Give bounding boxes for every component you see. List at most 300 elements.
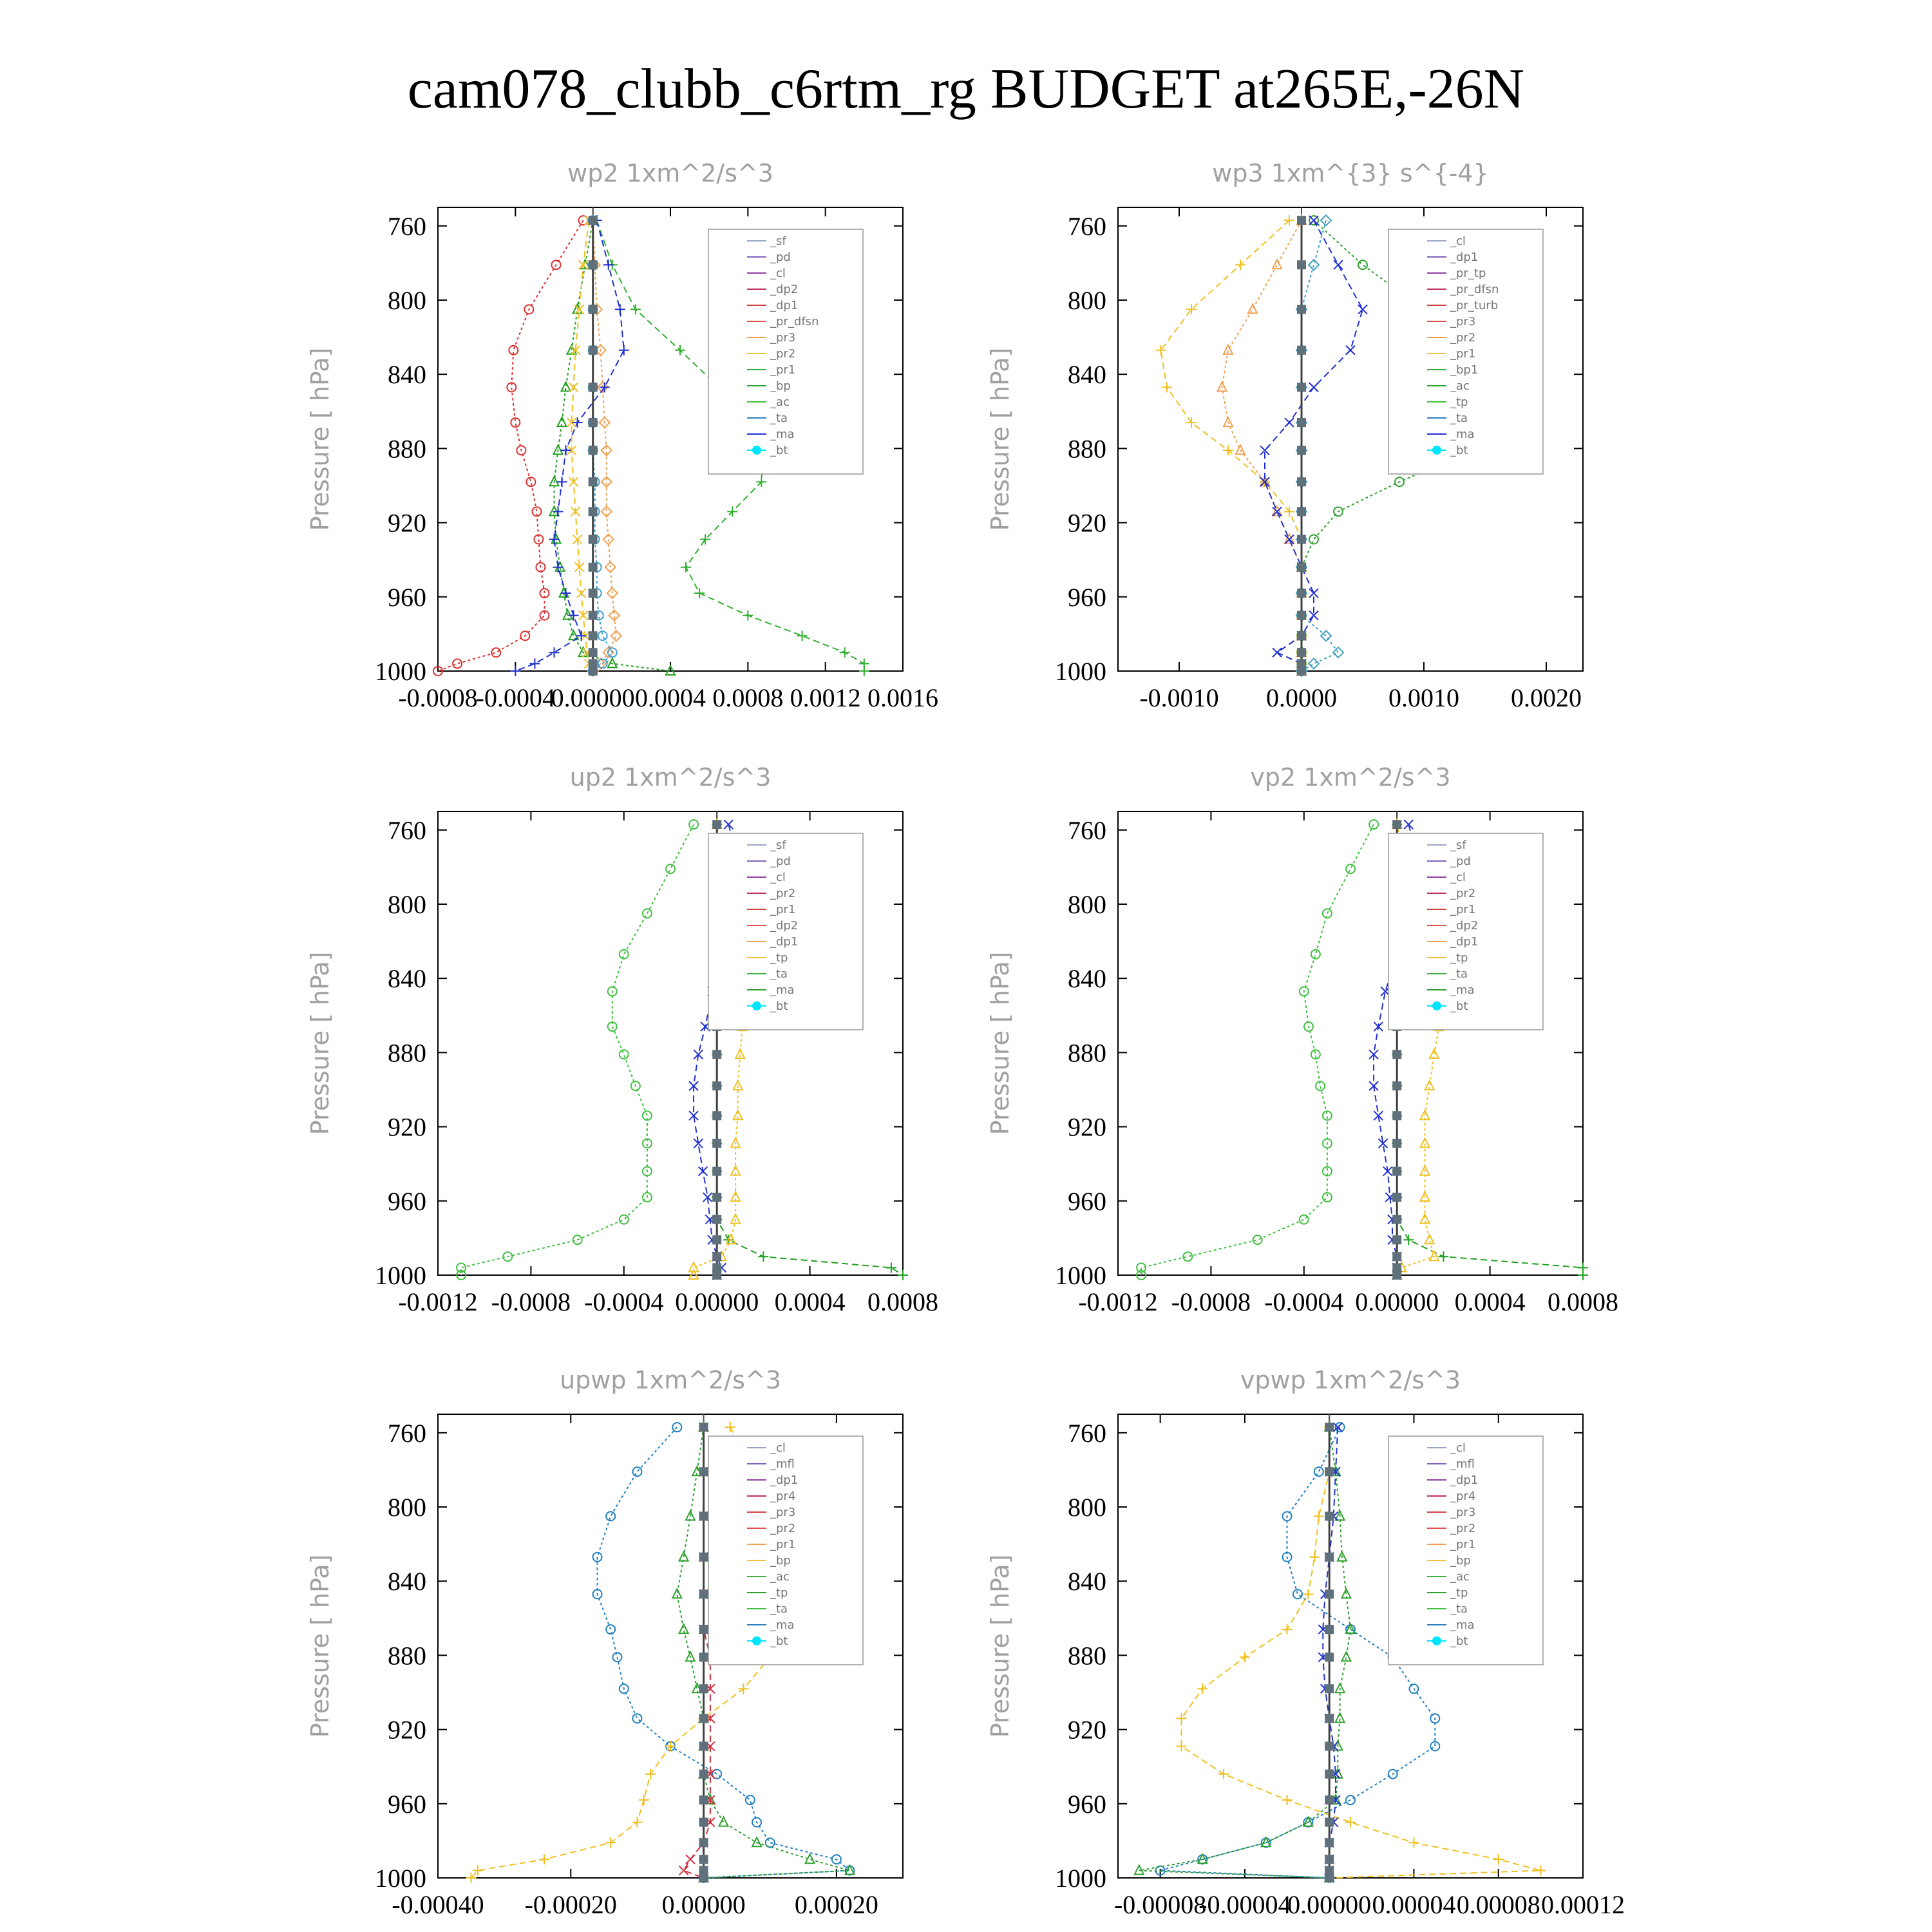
series-point (1392, 1271, 1401, 1280)
y-tick-label: 1000 (1055, 657, 1106, 686)
legend-label: _pd (770, 855, 791, 868)
y-axis-label: Pressure [ hPa] (986, 951, 1014, 1135)
series-point (1325, 1625, 1334, 1634)
series-point (620, 1050, 629, 1059)
legend-label: _pr2 (1450, 331, 1476, 345)
series-point (1309, 1552, 1320, 1562)
x-tick-label: -0.00020 (524, 1890, 617, 1919)
series-point (886, 1262, 896, 1273)
series-point (699, 1855, 708, 1864)
legend-label: _dp1 (1450, 251, 1479, 264)
y-tick-label: 800 (388, 890, 426, 919)
series-point (1297, 648, 1306, 657)
series-point (699, 1684, 708, 1693)
series-point (1325, 1838, 1334, 1847)
series-point (1392, 1050, 1401, 1059)
series-point (589, 648, 598, 657)
series-point (1403, 1235, 1414, 1245)
legend-label: _pr4 (1450, 1490, 1476, 1503)
legend-marker (752, 1001, 761, 1010)
series-point (1578, 1270, 1588, 1280)
series-point (1404, 820, 1413, 829)
series-point (632, 1714, 641, 1723)
series-point (1321, 630, 1331, 641)
series-point (1325, 1553, 1334, 1562)
series-point (712, 1167, 721, 1176)
series-point (840, 647, 850, 658)
series-point (746, 1795, 755, 1804)
y-axis-label: Pressure [ hPa] (986, 347, 1014, 531)
series-point (529, 658, 540, 668)
legend-label: _dp1 (1450, 935, 1479, 949)
series-line (1302, 220, 1338, 671)
legend-label: _pr2 (1450, 887, 1476, 900)
legend-label: _ac (770, 1570, 790, 1584)
y-tick-label: 1000 (1055, 1261, 1106, 1290)
legend-label: _pr_tp (1450, 267, 1486, 280)
y-tick-label: 920 (1068, 1112, 1106, 1142)
series-point (549, 647, 560, 658)
series-point (712, 1050, 721, 1059)
series-point (725, 1422, 735, 1432)
legend-label: _dp1 (1450, 1473, 1479, 1487)
series-point (699, 1653, 708, 1662)
series-point (1358, 305, 1367, 314)
legend-label: _tp (770, 951, 788, 965)
series-point (1408, 1837, 1419, 1848)
series-point (605, 1837, 616, 1848)
y-tick-label: 840 (388, 1567, 426, 1596)
legend-label: _pr1 (1450, 1538, 1476, 1551)
x-tick-label: -0.0004 (1264, 1287, 1344, 1316)
series-point (743, 611, 753, 621)
series-point (1493, 1854, 1504, 1864)
legend-label: _bp (770, 379, 791, 393)
y-tick-label: 840 (388, 964, 426, 994)
legend (708, 229, 863, 474)
series-point (1425, 1235, 1434, 1244)
x-tick-label: 0.00000 (1287, 1890, 1372, 1919)
x-tick-label: 0.0016 (867, 683, 938, 712)
series-point (1297, 507, 1306, 516)
series-point (712, 1271, 721, 1280)
legend-label: _dp1 (770, 935, 799, 949)
series-point (1309, 383, 1318, 392)
series-point (1273, 648, 1282, 657)
legend-label: _ma (770, 428, 795, 441)
series-point (712, 1252, 721, 1261)
x-tick-label: -0.0012 (398, 1287, 478, 1316)
series-point (589, 631, 598, 640)
series-point (1314, 1467, 1323, 1476)
x-tick-label: 0.00000 (551, 683, 635, 712)
series-point (1297, 563, 1306, 572)
series-point (1282, 1795, 1293, 1805)
x-tick-label: 0.00000 (1355, 1287, 1439, 1316)
series-point (686, 1855, 695, 1864)
legend-label: _cl (1450, 1441, 1466, 1455)
series-point (589, 589, 598, 598)
legend-label: _pr_turb (1450, 299, 1499, 312)
series-point (1325, 1742, 1334, 1751)
series-point (589, 477, 598, 486)
x-tick-label: 0.0012 (790, 683, 861, 712)
series-point (1336, 1423, 1345, 1432)
legend-label: _bt (770, 1634, 788, 1648)
series-point (1297, 305, 1306, 314)
series-point (1309, 535, 1318, 544)
series-point (1346, 864, 1355, 873)
x-tick-label: 0.00000 (661, 1890, 746, 1919)
series-point (1248, 304, 1257, 313)
series-point (699, 1742, 708, 1751)
legend-label: _dp2 (770, 919, 799, 933)
y-tick-label: 880 (388, 1038, 426, 1068)
series-point (712, 1215, 721, 1224)
y-tick-label: 880 (388, 1641, 426, 1671)
panel-2 (986, 159, 1583, 712)
y-tick-label: 920 (1068, 508, 1106, 538)
legend-label: _pr4 (770, 1490, 796, 1503)
x-tick-label: 0.0000 (1266, 683, 1337, 712)
panel-3 (306, 763, 938, 1316)
series-point (1156, 345, 1166, 355)
legend-label: _cl (770, 267, 786, 280)
series-point (1297, 383, 1306, 392)
y-tick-label: 960 (1068, 1186, 1106, 1216)
series-point (1392, 1111, 1401, 1120)
series-point (712, 1111, 721, 1120)
series-point (491, 648, 500, 657)
series-point (758, 1251, 768, 1262)
legend-label: _pr1 (770, 363, 796, 377)
series-point (1325, 1714, 1334, 1723)
x-tick-label: 0.00012 (1541, 1890, 1625, 1919)
x-tick-label: -0.0004 (475, 683, 555, 712)
y-tick-label: 960 (388, 582, 426, 612)
legend-label: _pr_dfsn (770, 315, 819, 328)
legend (1388, 1436, 1543, 1665)
y-tick-label: 800 (1068, 890, 1106, 919)
series-point (619, 345, 629, 355)
y-tick-label: 1000 (1055, 1864, 1106, 1893)
y-axis-label: Pressure [ hPa] (986, 1554, 1014, 1738)
series-point (1293, 1589, 1302, 1598)
legend-label: _pr3 (1450, 1506, 1476, 1519)
legend-label: _pr3 (1450, 315, 1476, 328)
series-point (1218, 1769, 1229, 1779)
legend-marker (752, 1636, 761, 1645)
series-point (1282, 1624, 1293, 1634)
x-tick-label: 0.00008 (1456, 1890, 1540, 1919)
legend-label: _tp (770, 1586, 788, 1600)
y-tick-label: 800 (1068, 286, 1106, 315)
series-point (1535, 1865, 1546, 1875)
y-tick-label: 840 (388, 360, 426, 390)
x-tick-label: -0.0008 (1171, 1287, 1251, 1316)
series-point (1358, 260, 1367, 269)
series-line (1222, 220, 1302, 671)
legend-label: _sf (1450, 838, 1466, 852)
series-point (1392, 1081, 1401, 1090)
legend-label: _ma (1450, 428, 1475, 441)
legend-label: _cl (1450, 234, 1466, 248)
series-point (1297, 535, 1306, 544)
x-tick-label: 0.0004 (635, 683, 706, 712)
series-point (1311, 950, 1320, 959)
legend-label: _sf (770, 838, 786, 852)
legend-marker (1432, 1636, 1441, 1645)
legend (708, 1436, 863, 1665)
series-line (438, 220, 583, 671)
series-point (1325, 1855, 1334, 1864)
series-point (1345, 1817, 1356, 1828)
series-point (1297, 611, 1306, 620)
series-point (1325, 1770, 1334, 1779)
panel-1 (306, 159, 938, 712)
legend-label: _tp (1450, 395, 1468, 409)
legend-label: _pr1 (1450, 903, 1476, 916)
y-tick-label: 760 (1068, 1418, 1106, 1448)
x-tick-label: 0.00000 (675, 1287, 759, 1316)
series-point (1176, 1741, 1186, 1752)
series-point (589, 216, 598, 225)
series-point (1309, 658, 1319, 668)
x-tick-label: -0.0004 (584, 1287, 664, 1316)
legend-label: _ma (1450, 1618, 1475, 1632)
series-point (727, 506, 737, 516)
series-point (724, 820, 733, 829)
series-point (1325, 1795, 1334, 1804)
y-tick-label: 1000 (375, 1864, 426, 1893)
legend-label: _ac (770, 395, 790, 409)
series-point (712, 1193, 721, 1202)
y-tick-label: 960 (1068, 1789, 1106, 1819)
series-point (797, 630, 808, 641)
series-point (694, 588, 705, 598)
series-point (1240, 1652, 1250, 1662)
legend-label: _tp (1450, 1586, 1468, 1600)
series-point (712, 1235, 721, 1244)
legend-label: _bp (1450, 1554, 1471, 1567)
series-point (589, 446, 598, 455)
series-point (1297, 446, 1306, 455)
series-point (1303, 1589, 1313, 1599)
legend-label: _pr1 (1450, 347, 1476, 361)
y-tick-label: 880 (1068, 1641, 1106, 1671)
series-point (639, 1795, 649, 1805)
series-point (712, 1139, 721, 1148)
y-tick-label: 960 (388, 1789, 426, 1819)
x-tick-label: 0.0020 (1511, 683, 1582, 712)
legend-label: _ta (770, 1602, 788, 1616)
legend-label: _pd (1450, 855, 1471, 868)
legend-label: _ta (1450, 967, 1468, 981)
series-point (1162, 382, 1172, 392)
legend-label: _bt (770, 999, 788, 1013)
series-point (573, 417, 583, 428)
y-tick-label: 800 (1068, 1493, 1106, 1522)
series-line (461, 824, 694, 1275)
series-point (593, 1553, 602, 1562)
y-tick-label: 920 (388, 1112, 426, 1142)
series-point (1309, 260, 1319, 270)
series-point (1325, 1511, 1334, 1520)
legend-label: _bt (1450, 444, 1468, 457)
series-point (1300, 1215, 1309, 1224)
series-point (1297, 589, 1306, 598)
legend-label: _bp1 (1450, 363, 1479, 377)
series-line (593, 220, 616, 671)
series-point (1309, 589, 1318, 598)
legend-label: _mfl (770, 1457, 795, 1471)
series-point (589, 563, 598, 572)
series-point (1325, 1818, 1334, 1827)
series-point (672, 1423, 681, 1432)
series-point (539, 1854, 549, 1864)
series-point (1325, 1873, 1334, 1882)
legend-label: _pr1 (770, 903, 796, 916)
legend-label: _cl (770, 871, 786, 884)
series-point (699, 1467, 708, 1476)
y-tick-label: 840 (1068, 360, 1106, 390)
series-point (1236, 445, 1245, 454)
series-point (1392, 1139, 1401, 1148)
series-point (1392, 1167, 1401, 1176)
y-tick-label: 800 (388, 1493, 426, 1522)
series-point (1438, 1251, 1448, 1262)
panel-title: wp2 1xm^2/s^3 (567, 159, 773, 187)
series-point (589, 418, 598, 427)
legend-label: _pr2 (770, 887, 796, 900)
x-tick-label: 0.00004 (1372, 1890, 1456, 1919)
x-tick-label: 0.0008 (1548, 1287, 1618, 1316)
series-point (699, 1838, 708, 1847)
y-tick-label: 840 (1068, 964, 1106, 994)
series-point (1430, 1742, 1439, 1751)
panel-title: up2 1xm^2/s^3 (569, 763, 772, 791)
legend-label: _dp2 (1450, 919, 1479, 933)
legend-label: _ac (1450, 379, 1470, 393)
series-point (859, 666, 869, 676)
y-tick-label: 840 (1068, 1567, 1106, 1596)
series-point (1253, 1235, 1262, 1244)
x-tick-label: -0.0008 (398, 683, 478, 712)
series-point (645, 1769, 656, 1779)
legend-label: _dp1 (770, 1473, 799, 1487)
series-point (453, 659, 462, 668)
series-point (1321, 215, 1331, 225)
x-tick-label: 0.0008 (712, 683, 784, 712)
legend-label: _cl (770, 1441, 786, 1455)
series-point (1325, 1423, 1334, 1432)
y-tick-label: 760 (1068, 211, 1106, 241)
series-point (589, 611, 598, 620)
series-point (1325, 1653, 1334, 1662)
series-point (1297, 418, 1306, 427)
series-point (1369, 820, 1378, 829)
panel-5 (306, 1366, 903, 1919)
y-tick-label: 920 (388, 508, 426, 538)
y-tick-label: 960 (388, 1186, 426, 1216)
series-point (681, 562, 691, 573)
series-point (589, 260, 598, 269)
legend-label: _ac (1450, 1570, 1470, 1584)
y-axis-label: Pressure [ hPa] (306, 347, 334, 531)
series-point (1297, 260, 1306, 269)
legend (1388, 229, 1543, 474)
legend-label: _ta (1450, 412, 1468, 425)
legend-label: _mfl (1450, 1457, 1475, 1471)
legend-label: _tp (1450, 951, 1468, 965)
series-point (1273, 260, 1282, 269)
series-point (1235, 260, 1245, 270)
series-point (699, 1589, 708, 1598)
series-point (699, 1553, 708, 1562)
x-tick-label: 0.0010 (1388, 683, 1459, 712)
series-point (1297, 477, 1306, 486)
y-tick-label: 920 (1068, 1715, 1106, 1745)
legend-label: _pr3 (770, 1506, 796, 1519)
legend-label: _ma (1450, 983, 1475, 997)
legend-label: _pr_dfsn (1450, 283, 1499, 296)
series-point (589, 305, 598, 314)
x-tick-label: -0.0012 (1078, 1287, 1158, 1316)
series-point (1325, 1589, 1334, 1598)
x-tick-label: -0.00040 (392, 1890, 484, 1919)
x-tick-label: -0.0008 (491, 1287, 571, 1316)
series-point (632, 1817, 642, 1828)
series-line (1161, 220, 1302, 671)
series-point (589, 346, 598, 355)
series-point (1183, 1252, 1192, 1261)
y-axis-label: Pressure [ hPa] (306, 1554, 334, 1738)
legend-label: _bt (770, 444, 788, 457)
series-point (1392, 1193, 1401, 1202)
series-point (699, 1423, 708, 1432)
legend-label: _pd (770, 251, 791, 264)
series-point (1392, 1252, 1401, 1261)
series-point (699, 1770, 708, 1779)
legend-marker (1432, 446, 1441, 455)
y-axis-label: Pressure [ hPa] (306, 951, 334, 1135)
y-tick-label: 760 (388, 1418, 426, 1448)
series-point (699, 1818, 708, 1827)
x-tick-label: -0.0010 (1139, 683, 1219, 712)
legend (708, 833, 863, 1030)
legend-label: _pr2 (770, 1522, 796, 1535)
series-line (1141, 824, 1374, 1275)
series-point (1333, 647, 1343, 658)
series-line (554, 220, 671, 671)
series-point (615, 304, 625, 314)
y-tick-label: 880 (1068, 434, 1106, 464)
legend-marker (1432, 1001, 1441, 1010)
legend-label: _dp2 (770, 283, 799, 296)
legend (1388, 833, 1543, 1030)
legend-label: _bt (1450, 999, 1468, 1013)
x-tick-label: 0.0008 (867, 1287, 938, 1316)
y-tick-label: 880 (388, 434, 426, 464)
series-point (679, 1866, 688, 1875)
y-tick-label: 760 (388, 815, 426, 845)
legend-label: _cl (1450, 871, 1466, 884)
series-point (630, 304, 641, 314)
legend-label: _ma (770, 1618, 795, 1632)
panel-6 (986, 1366, 1625, 1919)
series-point (699, 1511, 708, 1520)
series-point (1325, 1684, 1334, 1693)
